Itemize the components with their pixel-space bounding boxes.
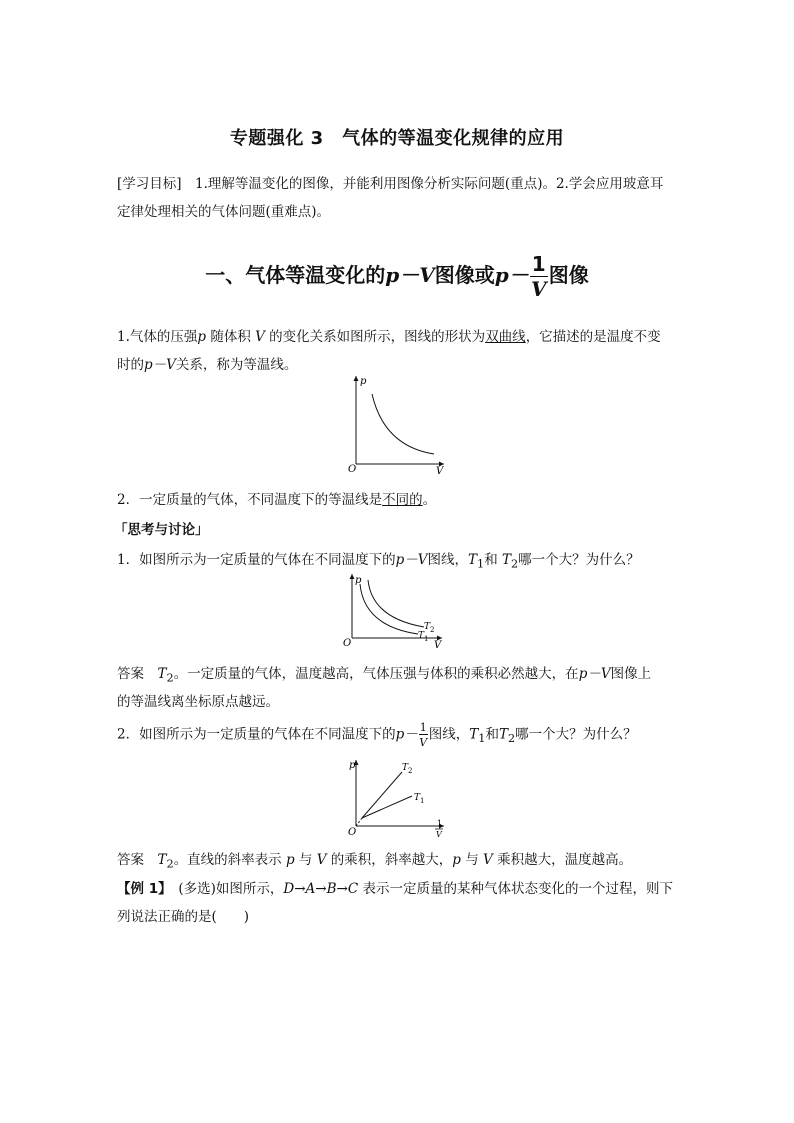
origin-label: O (348, 464, 357, 475)
x-axis-label-denominator: V (436, 830, 442, 839)
example-tag: 【例 1】 (117, 881, 165, 897)
answer-label: 答案 (117, 666, 144, 682)
y-axis-arrow (354, 376, 359, 381)
x-axis-label-numerator: 1 (437, 819, 443, 828)
answer1-line2: 的等温线离坐标原点越远。 (117, 694, 279, 710)
item2-text: 2．一定质量的气体，不同温度下的等温线是不同的。 (117, 492, 437, 508)
example1-line1: 【例 1】 (多选)如图所示，D→A→B→C 表示一定质量的某种气体状态变化的一个过程，则下 (117, 881, 673, 897)
figure-two-isotherms (338, 570, 450, 648)
curve-label-t2: T (424, 622, 431, 632)
objectives-tag: [学习目标] (117, 176, 182, 192)
x-axis-label: V (434, 640, 442, 648)
learning-objectives-line1: [学习目标] 1.理解等温变化的图像，并能利用图像分析实际问题(重点)。2.学会应用玻意耳 (117, 176, 664, 192)
question1: 1．如图所示为一定质量的气体在不同温度下的p－V图线，$T_1$和 $T_2$哪一个大？为什么？ (117, 552, 640, 571)
underlined-term-different: 不同的 (382, 492, 423, 508)
item1-line1: 1.气体的压强p 随体积 V 的变化关系如图所示，图线的形状为双曲线，它描述的是温度不变 (117, 329, 661, 345)
underlined-term-hyperbola: 双曲线 (485, 329, 526, 345)
learning-objectives-line2: 定律处理相关的气体问题(重难点)。 (117, 204, 331, 220)
figure-isotherm-pv (340, 372, 452, 476)
svg-text:2: 2 (408, 767, 413, 775)
y-axis-arrow (350, 574, 355, 579)
y-axis-label: p (349, 760, 356, 771)
curve-label-t1: T (418, 631, 425, 641)
question2-fraction: $\frac{1}{V}$ (419, 721, 428, 749)
x-axis-label: V (436, 466, 444, 476)
item1-line2: 时的p－V关系，称为等温线。 (117, 357, 298, 373)
y-axis-label: p (355, 575, 362, 586)
svg-text:2: 2 (430, 626, 435, 634)
y-axis-label: p (360, 376, 367, 387)
isotherm-t1 (360, 584, 418, 634)
origin-label: O (348, 827, 357, 838)
line-t1 (362, 796, 412, 818)
isotherm-t2 (368, 580, 424, 627)
svg-text:1: 1 (424, 635, 429, 643)
dashed-extension (356, 818, 362, 826)
line-t2 (362, 772, 402, 818)
answer2: 答案 $T_2$。直线的斜率表示 p 与 V 的乘积，斜率越大，p 与 V 乘积越大，温度越高。 (117, 852, 633, 871)
figure-p-inverse-v (340, 756, 452, 840)
svg-text:1: 1 (420, 797, 425, 805)
isotherm-curve (372, 394, 434, 454)
section-fraction: $\frac{1}{V}$ (530, 252, 547, 301)
line-label-t1: T (414, 793, 421, 803)
section-heading-1: 一、气体等温变化的p－V图像或p－ $\frac{1}{V}$ 图像 (205, 252, 589, 301)
answer1-line1: 答案 $T_2$。一定质量的气体，温度越高，气体压强与体积的乘积必然越大，在p－V图像上 (117, 666, 652, 685)
line-label-t2: T (402, 763, 409, 773)
page-title: 专题强化 3 气体的等温变化规律的应用 (229, 128, 565, 149)
question2: 2．如图所示为一定质量的气体在不同温度下的p－ $\frac{1}{V}$ 图线，$T_1$和$T_2$哪一个大？为什么？ (117, 721, 637, 749)
think-discuss-heading: 「思考与讨论」 (114, 522, 209, 538)
answer-label: 答案 (117, 852, 144, 868)
origin-label: O (343, 638, 352, 648)
example1-line2: 列说法正确的是( ) (117, 909, 250, 925)
